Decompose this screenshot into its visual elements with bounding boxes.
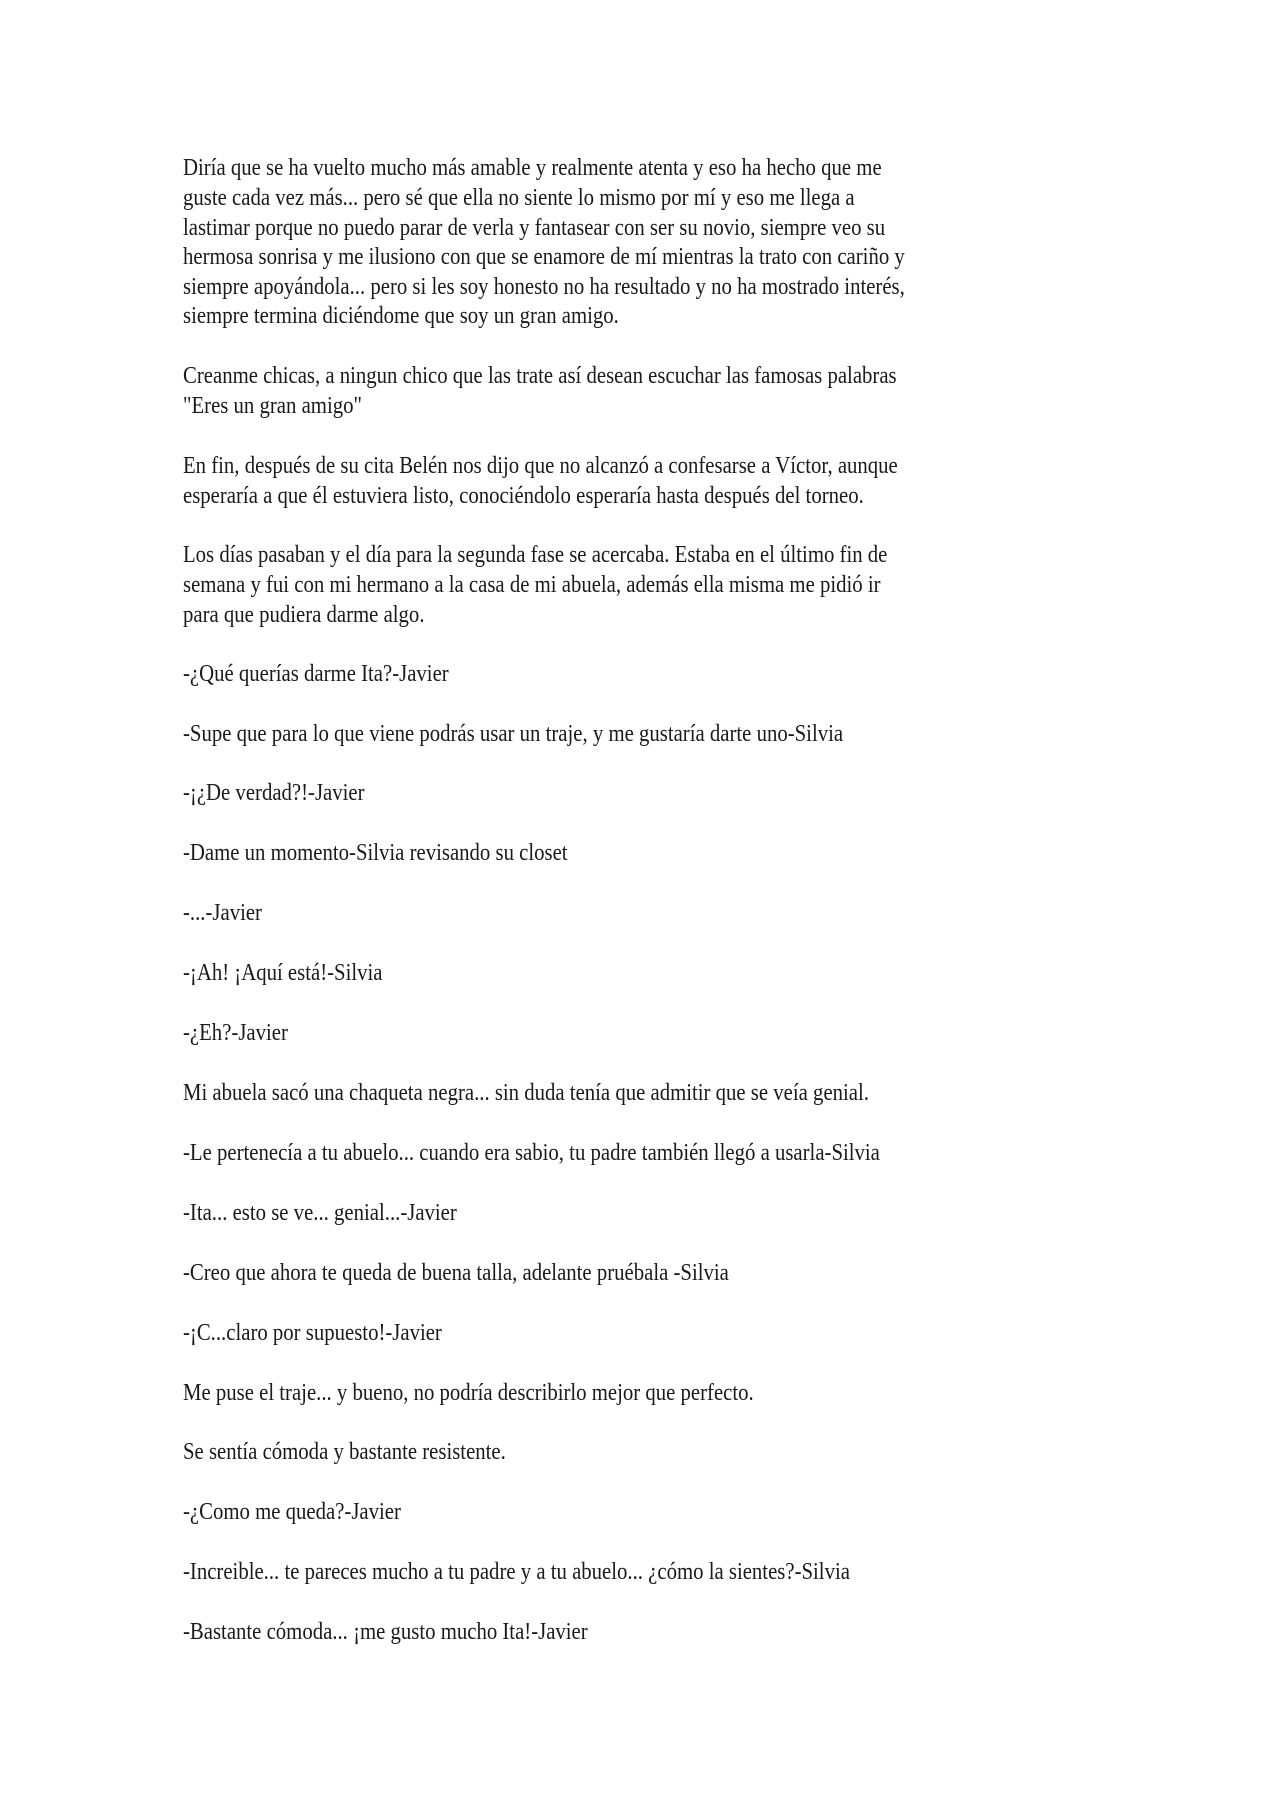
dialogue-line: -¡Ah! ¡Aquí está!-Silvia	[183, 960, 383, 986]
dialogue-line: -¿Eh?-Javier	[183, 1020, 288, 1046]
dialogue-line: -...-Javier	[183, 900, 262, 926]
paragraph-2-line-1: Creanme chicas, a ningun chico que las trate así desean escuchar las famosas palabras	[183, 363, 897, 389]
paragraph-3-line-2: esperaría a que él estuviera listo, conociéndolo esperaría hasta después del torneo.	[183, 483, 864, 509]
paragraph-1-line-1: Diría que se ha vuelto mucho más amable y realmente atenta y eso ha hecho que me	[183, 155, 882, 181]
paragraph-1-line-4: hermosa sonrisa y me ilusiono con que se enamore de mí mientras la trato con cariño y	[183, 244, 905, 270]
paragraph-1-line-6: siempre termina diciéndome que soy un gran amigo.	[183, 303, 619, 329]
paragraph-4-line-1: Los días pasaban y el día para la segunda fase se acercaba. Estaba en el último fin de	[183, 542, 888, 568]
dialogue-line: -Ita... esto se ve... genial...-Javier	[183, 1200, 457, 1226]
paragraph-2-line-2: "Eres un gran amigo"	[183, 393, 362, 419]
dialogue-line: -Creo que ahora te queda de buena talla, adelante pruébala -Silvia	[183, 1260, 729, 1286]
paragraph-1-line-2: guste cada vez más... pero sé que ella no siente lo mismo por mí y eso me llega a	[183, 185, 855, 211]
narration-line: Me puse el traje... y bueno, no podría describirlo mejor que perfecto.	[183, 1380, 754, 1406]
dialogue-line: -¡C...claro por supuesto!-Javier	[183, 1320, 442, 1346]
dialogue-line: -¿Como me queda?-Javier	[183, 1499, 401, 1525]
narration-line: Se sentía cómoda y bastante resistente.	[183, 1439, 506, 1465]
dialogue-line: -¿Qué querías darme Ita?-Javier	[183, 661, 449, 687]
dialogue-line: -Dame un momento-Silvia revisando su closet	[183, 840, 568, 866]
paragraph-4-line-2: semana y fui con mi hermano a la casa de mi abuela, además ella misma me pidió ir	[183, 572, 881, 598]
dialogue-line: -¡¿De verdad?!-Javier	[183, 780, 365, 806]
dialogue-line: -Increible... te pareces mucho a tu padre y a tu abuelo... ¿cómo la sientes?-Silvia	[183, 1559, 850, 1585]
paragraph-3-line-1: En fin, después de su cita Belén nos dijo que no alcanzó a confesarse a Víctor, aunque	[183, 453, 898, 479]
dialogue-line: -Bastante cómoda... ¡me gusto mucho Ita!-Javier	[183, 1619, 588, 1645]
paragraph-4-line-3: para que pudiera darme algo.	[183, 602, 425, 628]
narration-line: Mi abuela sacó una chaqueta negra... sin duda tenía que admitir que se veía genial.	[183, 1080, 869, 1106]
dialogue-line: -Supe que para lo que viene podrás usar un traje, y me gustaría darte uno-Silvia	[183, 721, 844, 747]
paragraph-1-line-5: siempre apoyándola... pero si les soy honesto no ha resultado y no ha mostrado interés,	[183, 274, 905, 300]
dialogue-line: -Le pertenecía a tu abuelo... cuando era sabio, tu padre también llegó a usarla-Silvia	[183, 1140, 880, 1166]
paragraph-1-line-3: lastimar porque no puedo parar de verla y fantasear con ser su novio, siempre veo su	[183, 215, 886, 241]
